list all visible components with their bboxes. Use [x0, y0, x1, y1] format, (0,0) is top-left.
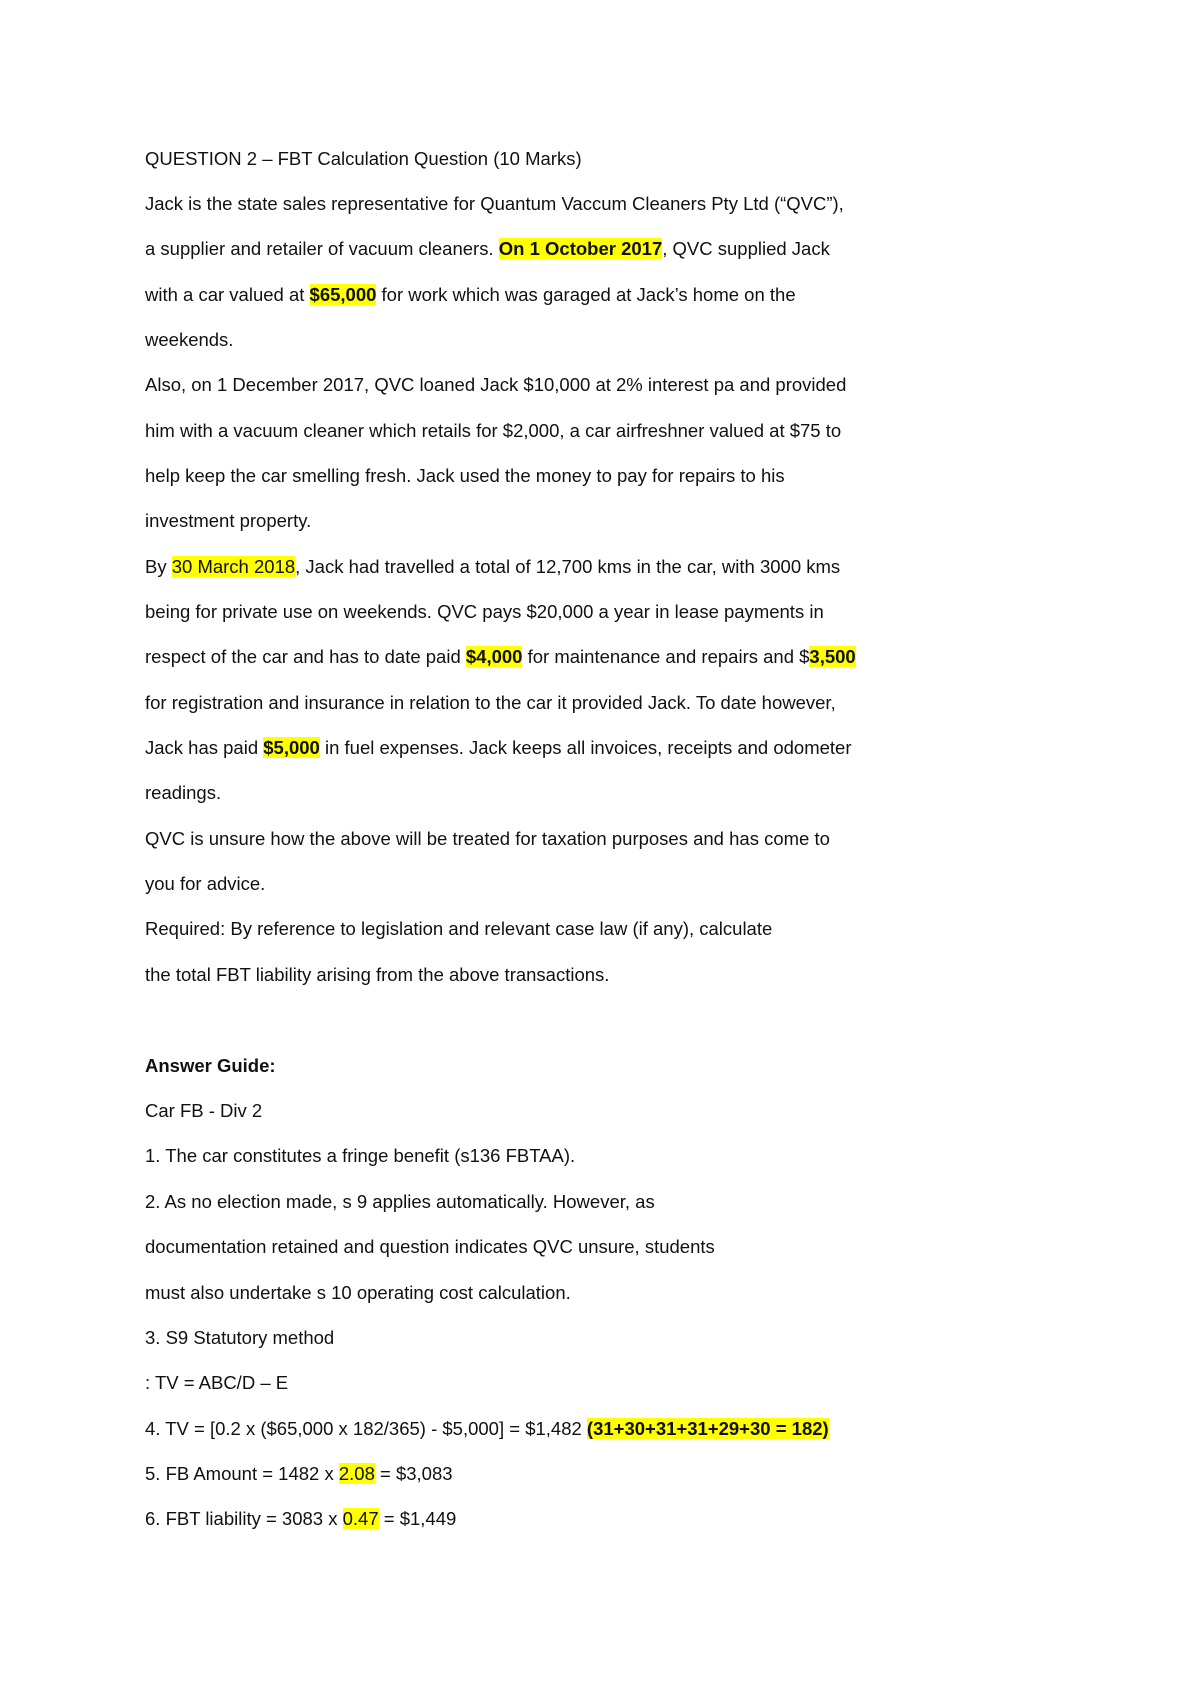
paragraph-line: him with a vacuum cleaner which retails for $2,000, a car airfreshner valued at $75 to — [145, 420, 842, 441]
paragraph-line: weekends. — [145, 329, 234, 350]
paragraph-line: readings. — [145, 782, 222, 803]
highlight-end-date: 30 March 2018 — [171, 556, 296, 577]
paragraph-line: respect of the car and has to date paid $4,000 for maintenance and repairs and $3,500 — [145, 646, 856, 667]
answer-formula: : TV = ABC/D – E — [145, 1372, 289, 1393]
answer-item: 4. TV = [0.2 x ($65,000 x 182/365) - $5,000] = $1,482 (31+30+31+31+29+30 = 182) — [145, 1418, 829, 1439]
answer-item: 3. S9 Statutory method — [145, 1327, 335, 1348]
answer-item: 2. As no election made, s 9 applies automatically. However, as — [145, 1191, 655, 1212]
paragraph-line: Jack has paid $5,000 in fuel expenses. Jack keeps all invoices, receipts and odometer — [145, 737, 852, 758]
paragraph-line: a supplier and retailer of vacuum cleaners. On 1 October 2017, QVC supplied Jack — [145, 238, 830, 259]
paragraph-line: you for advice. — [145, 873, 266, 894]
highlight-fbt-rate: 0.47 — [342, 1508, 379, 1529]
paragraph-line: By 30 March 2018, Jack had travelled a total of 12,700 kms in the car, with 3000 kms — [145, 556, 841, 577]
paragraph-line: with a car valued at $65,000 for work which was garaged at Jack’s home on the — [145, 284, 796, 305]
answer-item: 1. The car constitutes a fringe benefit (s136 FBTAA). — [145, 1145, 576, 1166]
answer-heading: Answer Guide: — [145, 1055, 276, 1076]
answer-item: 6. FBT liability = 3083 x 0.47 = $1,449 — [145, 1508, 457, 1529]
highlight-fuel: $5,000 — [263, 737, 320, 758]
highlight-maintenance: $4,000 — [465, 646, 523, 667]
highlight-registration: 3,500 — [809, 646, 856, 667]
highlight-start-date: On 1 October 2017 — [498, 238, 663, 259]
highlight-days: (31+30+31+31+29+30 = 182) — [586, 1418, 829, 1439]
paragraph-line: Also, on 1 December 2017, QVC loaned Jack $10,000 at 2% interest pa and provided — [145, 374, 847, 395]
highlight-gross-up-factor: 2.08 — [338, 1463, 375, 1484]
answer-item: must also undertake s 10 operating cost calculation. — [145, 1282, 571, 1303]
paragraph-line: being for private use on weekends. QVC pays $20,000 a year in lease payments in — [145, 601, 824, 622]
answer-item: documentation retained and question indicates QVC unsure, students — [145, 1236, 715, 1257]
paragraph-line: help keep the car smelling fresh. Jack used the money to pay for repairs to his — [145, 465, 785, 486]
paragraph-line: Required: By reference to legislation and relevant case law (if any), calculate — [145, 918, 773, 939]
question-heading: QUESTION 2 – FBT Calculation Question (10 Marks) — [145, 148, 582, 169]
answer-item: 5. FB Amount = 1482 x 2.08 = $3,083 — [145, 1463, 453, 1484]
paragraph-line: the total FBT liability arising from the above transactions. — [145, 964, 610, 985]
highlight-car-value: $65,000 — [309, 284, 377, 305]
paragraph-line: QVC is unsure how the above will be treated for taxation purposes and has come to — [145, 828, 830, 849]
answer-subheading: Car FB - Div 2 — [145, 1100, 263, 1121]
paragraph-line: Jack is the state sales representative for Quantum Vaccum Cleaners Pty Ltd (“QVC”), — [145, 193, 844, 214]
paragraph-line: investment property. — [145, 510, 312, 531]
paragraph-line: for registration and insurance in relation to the car it provided Jack. To date however, — [145, 692, 836, 713]
